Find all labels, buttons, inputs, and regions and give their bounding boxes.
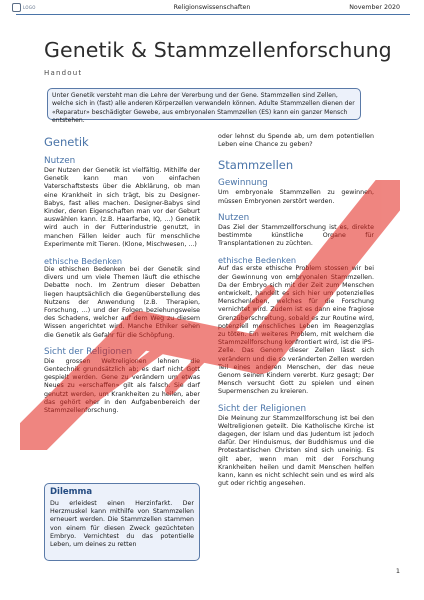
subheading-nutzen-stammzellen: Nutzen bbox=[218, 212, 250, 223]
page-number: 1 bbox=[395, 567, 400, 575]
paragraph-stammzellen-nutzen: Das Ziel der Stammzellforschung ist es, direkte bestimmte künstliche Organe für Transplantationen zu züchten. bbox=[218, 223, 374, 248]
paragraph-genetik-religion: Die grossen Weltreligionen lehnen die Gentechnik grundsätzlich ab; es darf nicht Gott gespielt werden. Gene zu verändern um etwas Neues zu «erschaffen» gilt als falsch. Sie darf genutzt werden, um Krankheiten zu heilen, aber das gehört eher in den Aufgabenbereich der Stammzellenforschung. bbox=[44, 357, 200, 415]
logo-text: LOGO bbox=[23, 5, 36, 10]
subheading-religion: Sicht der Religionen bbox=[44, 346, 133, 357]
dilemma-heading: Dilemma bbox=[50, 487, 93, 497]
subheading-religion-stammzellen: Sicht der Religionen bbox=[218, 403, 307, 414]
subheading-nutzen: Nutzen bbox=[44, 156, 76, 166]
page-subtitle: Handout bbox=[44, 69, 83, 77]
section-heading-stammzellen: Stammzellen bbox=[218, 158, 294, 173]
paragraph-genetik-ethik: Die ethischen Bedenken bei der Genetik sind divers und um viele Themen läuft die ethische Debatte noch. Im Zentrum dieser Debatten liegen hauptsächlich die Gegenüberstellung des Nutzens der Anwendung (z.B. Therapien, Forschung, ...) und der Folgen beziehungsweise des Schadens, welcher auf dem Weg zu diesem Wissen angerichtet wird. Manche Ethiker sehen die Genetik als Gefahr für die Schöpfung. bbox=[44, 266, 200, 339]
paragraph-gewinnung: Um embryonale Stammzellen zu gewinnen, müssen Embryonen zerstört werden. bbox=[218, 189, 374, 205]
page-title: Genetik & Stammzellenforschung bbox=[44, 38, 392, 62]
header-divider bbox=[16, 14, 410, 15]
page-header bbox=[0, 0, 424, 16]
right-column bbox=[218, 133, 374, 489]
paragraph-dilemma-continued: oder lehnst du Spende ab, um dem potentiellen Leben eine Chance zu geben? bbox=[218, 133, 374, 149]
subheading-gewinnung: Gewinnung bbox=[218, 178, 268, 189]
paragraph-stammzellen-ethik: Auf das erste ethische Problem stossen wir bei der Gewinnung von embryonalen Stammzellen. Da der Embryo sich mit der Zeit zum Menschen entwickelt, handelt es sich hier um potenzielles Menschenleben, welches für die Forschung vernichtet wird. Zudem ist es dann eine fragiose Grenzüberschreitung, sobald es zur Routine wird, potenziell menschliches Leben im Reagenzglas zu töten. Ein weiteres Problem, mit welchem die Stammzellforschung konfrontiert wird, ist die iPS-Zelle. Das Genom dieser Zellen lässt sich verändern und die so veränderten Zellen werden Teil eines anderen Menschen, der das neue Genom seinen Kindern vererbt. Kurz gesagt; Der Mensch versucht Gott zu spielen und einen Supermenschen zu kreieren. bbox=[218, 265, 374, 396]
subheading-ethik-stammzellen: ethische Bedenken bbox=[218, 255, 297, 266]
subheading-ethik: ethische Bedenken bbox=[44, 256, 123, 267]
intro-box: Unter Genetik versteht man die Lehre der Vererbung und der Gene. Stammzellen sind Zellen, welche sich in (fast) alle anderen Körperzellen verwandeln können. Adulte Stammzellen dienen der «Reparatur» beschädigter Gewebe, aus embryonalen Stammzellen (ES) kann ein ganzer Mensch entstehen. bbox=[47, 88, 361, 120]
paragraph-stammzellen-religion: Die Meinung zur Stammzellforschung ist bei den Weltreligionen geteilt. Die Katholische Kirche ist dagegen, der Islam und das Judentum ist jedoch dafür. Der Hinduismus, der Buddhismus und die Protestantischen Christen sind sich uneinig. Es gilt aber, wenn man mit der Forschung Krankheiten heilen und damit Menschen helfen kann, kann es nicht schlecht sein und es wird als gut oder richtig angesehen. bbox=[218, 414, 374, 488]
section-heading-genetik: Genetik bbox=[44, 135, 89, 149]
header-date: November 2020 bbox=[349, 4, 400, 11]
paragraph-genetik-nutzen: Der Nutzen der Genetik ist vielfältig. Mithilfe der Genetik kann man von einfachen Vaterschaftstests über die Abklärung, ob man eine Krankheit in sich trägt, bis zu Designer-Babys, fast alles machen. Designer-Babys sind Kinder, deren Eigenschaften man vor der Geburt auswählen kann. (z.B. Haarfarbe, IQ, ...) Genetik wird auch in der Futterindustrie genutzt, in manchen Fällen leider auch für menschliche Experimente mit Tieren. (Klone, Mischwesen, ...) bbox=[44, 167, 200, 248]
dilemma-text: Du erleidest einen Herzinfarkt. Der Herzmuskel kann mithilfe von Stammzellen erneuert werden. Die Stammzellen stammen von einem für diesen Zweck gezüchteten Embryo. Vernichtest du das potentielle Leben, um deines zu retten bbox=[50, 500, 194, 549]
left-column bbox=[44, 135, 200, 415]
header-subject: Religionswissenschaften bbox=[173, 4, 251, 11]
dilemma-box bbox=[44, 483, 200, 561]
